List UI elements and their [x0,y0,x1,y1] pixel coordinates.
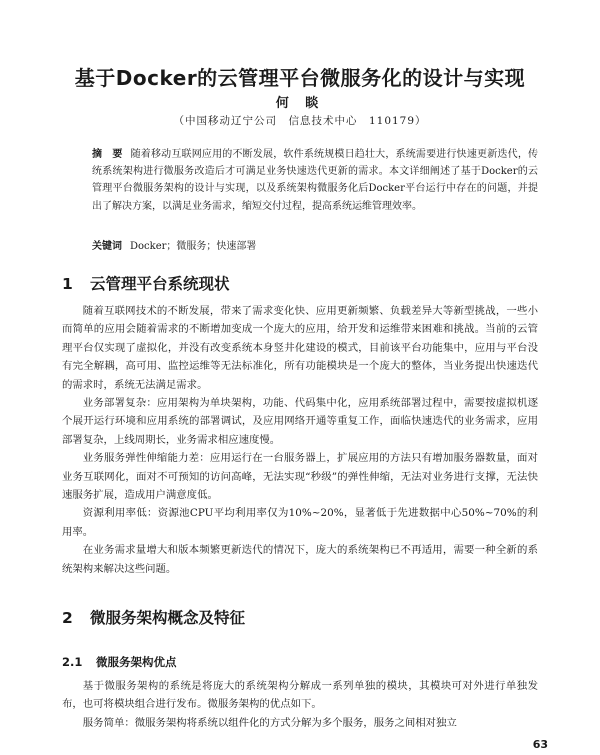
subsection-number: 2.1 [62,655,83,669]
author-name: 何 睒 [275,96,325,111]
author-affiliation: （中国移动辽宁公司 信息技术中心 110179） [173,115,427,127]
section-title: 微服务架构概念及特征 [90,609,246,627]
paragraph: 服务简单：微服务架构将系统以组件化的方式分解为多个服务，服务之间相对独立 [82,716,457,729]
page-number: 63 [532,738,548,751]
section-title: 云管理平台系统现状 [90,275,230,293]
paragraph: 资源利用率低：资源池CPU平均利用率仅为10%~20%，显著低于先进数据中心50%~70%的利用率。 [62,507,538,538]
abstract [92,146,538,215]
section-number: 1 [62,275,73,293]
paragraph: 基于微服务架构的系统是将庞大的系统架构分解成一系列单独的模块，其模块可对外进行单独发布，也可将模块组合进行发布。微服务架构的优点如下。 [62,680,538,711]
paragraph: 业务服务弹性伸缩能力差：应用运行在一台服务器上，扩展应用的方法只有增加服务器数量，面对业务互联网化，面对不可预知的访问高峰，无法实现“秒级”的弹性伸缩，无法对业务进行支撑，无法快速服务扩展，造成用户满意度低。 [62,452,538,502]
keywords [92,238,538,255]
paragraph: 随着互联网技术的不断发展，带来了需求变化快、应用更新频繁、负载差异大等新型挑战，一些小而简单的应用会随着需求的不断增加变成一个庞大的应用，给开发和运维带来困难和挑战。当前的云管理平台仅实现了虚拟化，并没有改变系统本身竖井化建设的模式，目前该平台功能集中，应用与平台没有完全解耦，高可用、监控运维等无法标准化，所有功能模块是一个庞大的整体，当业务提出快速迭代的需求时，系统无法满足需求。 [62,305,538,391]
section-2-1-body [62,677,538,732]
section-1-body [62,302,538,578]
paragraph: 业务部署复杂：应用架构为单块架构，功能、代码集中化，应用系统部署过程中，需要按虚拟机逐个展开运行环境和应用系统的部署调试，及应用网络开通等重复工作，面临快速迭代的业务需求，应用部署复杂，上线周期长，业务需求相应速度慢。 [62,397,538,446]
abstract-text: 随着移动互联网应用的不断发展，软件系统规模日趋壮大，系统需要进行快速更新迭代，传统系统架构进行微服务改造后才可满足业务快速迭代更新的需求。本文详细阐述了基于Docker的云管理平台微服务架构的设计与实现，以及系统架构微服务化后Docker平台运行中存在的问题，并提出了解决方案，以满足业务需求，缩短交付过程，提高系统运维管理效率。 [92,149,539,212]
keywords-text: Docker；微服务；快速部署 [130,241,257,252]
section-number: 2 [62,609,73,627]
subsection-title: 微服务架构优点 [96,655,177,669]
section-1-heading [62,272,230,294]
paragraph: 在业务需求量增大和版本频繁更新迭代的情况下，庞大的系统架构已不再适用，需要一种全新的系统架构来解决这些问题。 [62,544,538,575]
section-2-1-heading [62,654,177,670]
abstract-label: 摘 要 [92,149,123,160]
section-2-heading [62,606,245,628]
paper-title: 基于Docker的云管理平台微服务化的设计与实现 [74,66,526,90]
keywords-label: 关键词 [92,241,122,252]
